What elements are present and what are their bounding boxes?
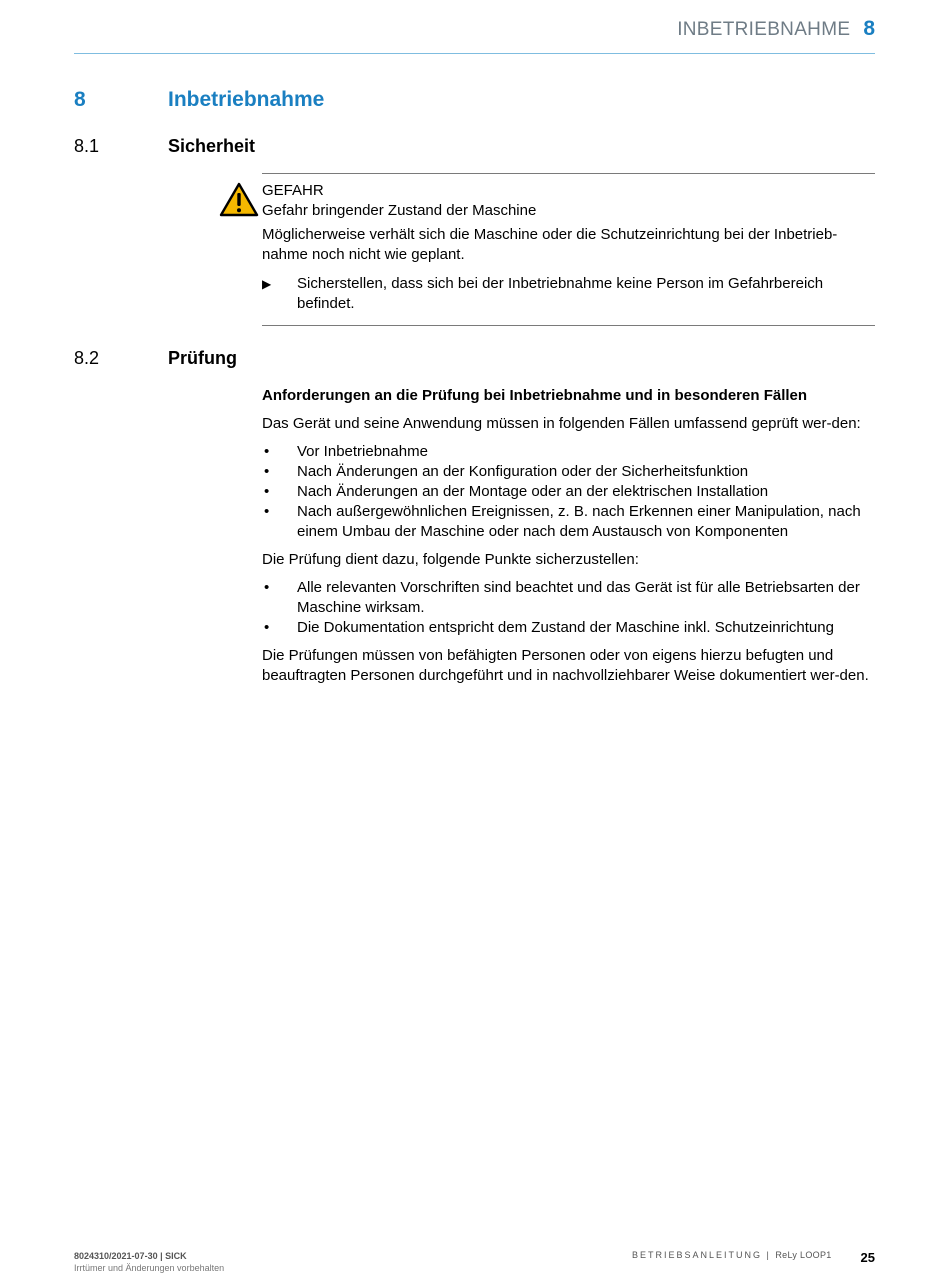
closing-text: Die Prüfungen müssen von befähigten Personen oder von eigens hierzu befugten und beauftragten Personen durchgeführt und in nachvollziehbarer Weise dokumentiert wer-den.: [262, 647, 869, 684]
list-item: • Nach Änderungen an der Montage oder an der elektrischen Installation: [264, 483, 769, 500]
section-number: 8.1: [74, 136, 100, 156]
footer-left: [74, 1250, 224, 1274]
section-number: 8.2: [74, 348, 100, 368]
section-title: Sicherheit: [168, 136, 256, 156]
danger-step: [262, 274, 875, 314]
list-item: • Alle relevanten Vorschriften sind beachtet und das Gerät ist für alle Betriebsarten der Maschine wirksam.: [264, 579, 860, 616]
footer-doc-id: 8024310/2021-07-30 | SICK: [74, 1251, 187, 1261]
footer-disclaimer: Irrtümer und Änderungen vorbehalten: [74, 1263, 225, 1273]
danger-notice: [262, 173, 875, 326]
chapter-number: 8: [74, 88, 86, 111]
pruefung-content: [262, 386, 875, 694]
purpose-intro: Die Prüfung dient dazu, folgende Punkte sicherzustellen:: [262, 551, 639, 568]
running-head-number: 8: [863, 17, 875, 40]
chapter-heading: [74, 88, 324, 112]
footer-doc-type: BETRIEBSANLEITUNG |: [632, 1250, 776, 1260]
section-heading-sicherheit: [74, 136, 255, 157]
list-item: • Vor Inbetriebnahme: [264, 443, 428, 460]
chapter-title: Inbetriebnahme: [168, 88, 325, 111]
bullet: •: [264, 503, 270, 520]
purpose-list: [262, 578, 875, 638]
warning-triangle-icon: [219, 182, 259, 217]
pruefung-subhead: Anforderungen an die Prüfung bei Inbetriebnahme und in besonderen Fällen: [262, 387, 808, 404]
danger-step-text: Sicherstellen, dass sich bei der Inbetriebnahme keine Person im Gefahrbereich befindet.: [297, 275, 824, 312]
section-heading-pruefung: [74, 348, 237, 369]
footer-right: [632, 1250, 832, 1260]
bullet: •: [264, 619, 270, 636]
bullet: •: [264, 483, 270, 500]
list-item: • Nach außergewöhnlichen Ereignissen, z. B. nach Erkennen einer Manipulation, nach einem Umbau der Maschine oder nach dem Austausch von Komponenten: [264, 503, 861, 540]
running-head-title: INBETRIEBNAHME: [677, 19, 851, 40]
running-head: [677, 17, 875, 41]
cases-list: [262, 442, 875, 542]
bullet: •: [264, 463, 270, 480]
danger-label: GEFAHR: [262, 182, 324, 199]
arrow-right-icon: ▶: [262, 277, 272, 291]
page-number: 25: [860, 1250, 875, 1265]
footer-product: ReLy LOOP1: [775, 1250, 832, 1260]
header-rule: [74, 53, 875, 54]
bullet: •: [264, 443, 270, 460]
list-item: • Nach Änderungen an der Konfiguration oder der Sicherheitsfunktion: [264, 463, 749, 480]
bullet: •: [264, 579, 270, 596]
danger-text: Möglicherweise verhält sich die Maschine oder die Schutzeinrichtung bei der Inbetrieb-nahme noch nicht wie geplant.: [262, 226, 838, 263]
danger-subtitle: Gefahr bringender Zustand der Maschine: [262, 202, 537, 219]
list-item: • Die Dokumentation entspricht dem Zustand der Maschine inkl. Schutzeinrichtung: [264, 619, 834, 636]
section-title: Prüfung: [168, 348, 237, 368]
pruefung-intro: Das Gerät und seine Anwendung müssen in folgenden Fällen umfassend geprüft wer-den:: [262, 415, 861, 432]
